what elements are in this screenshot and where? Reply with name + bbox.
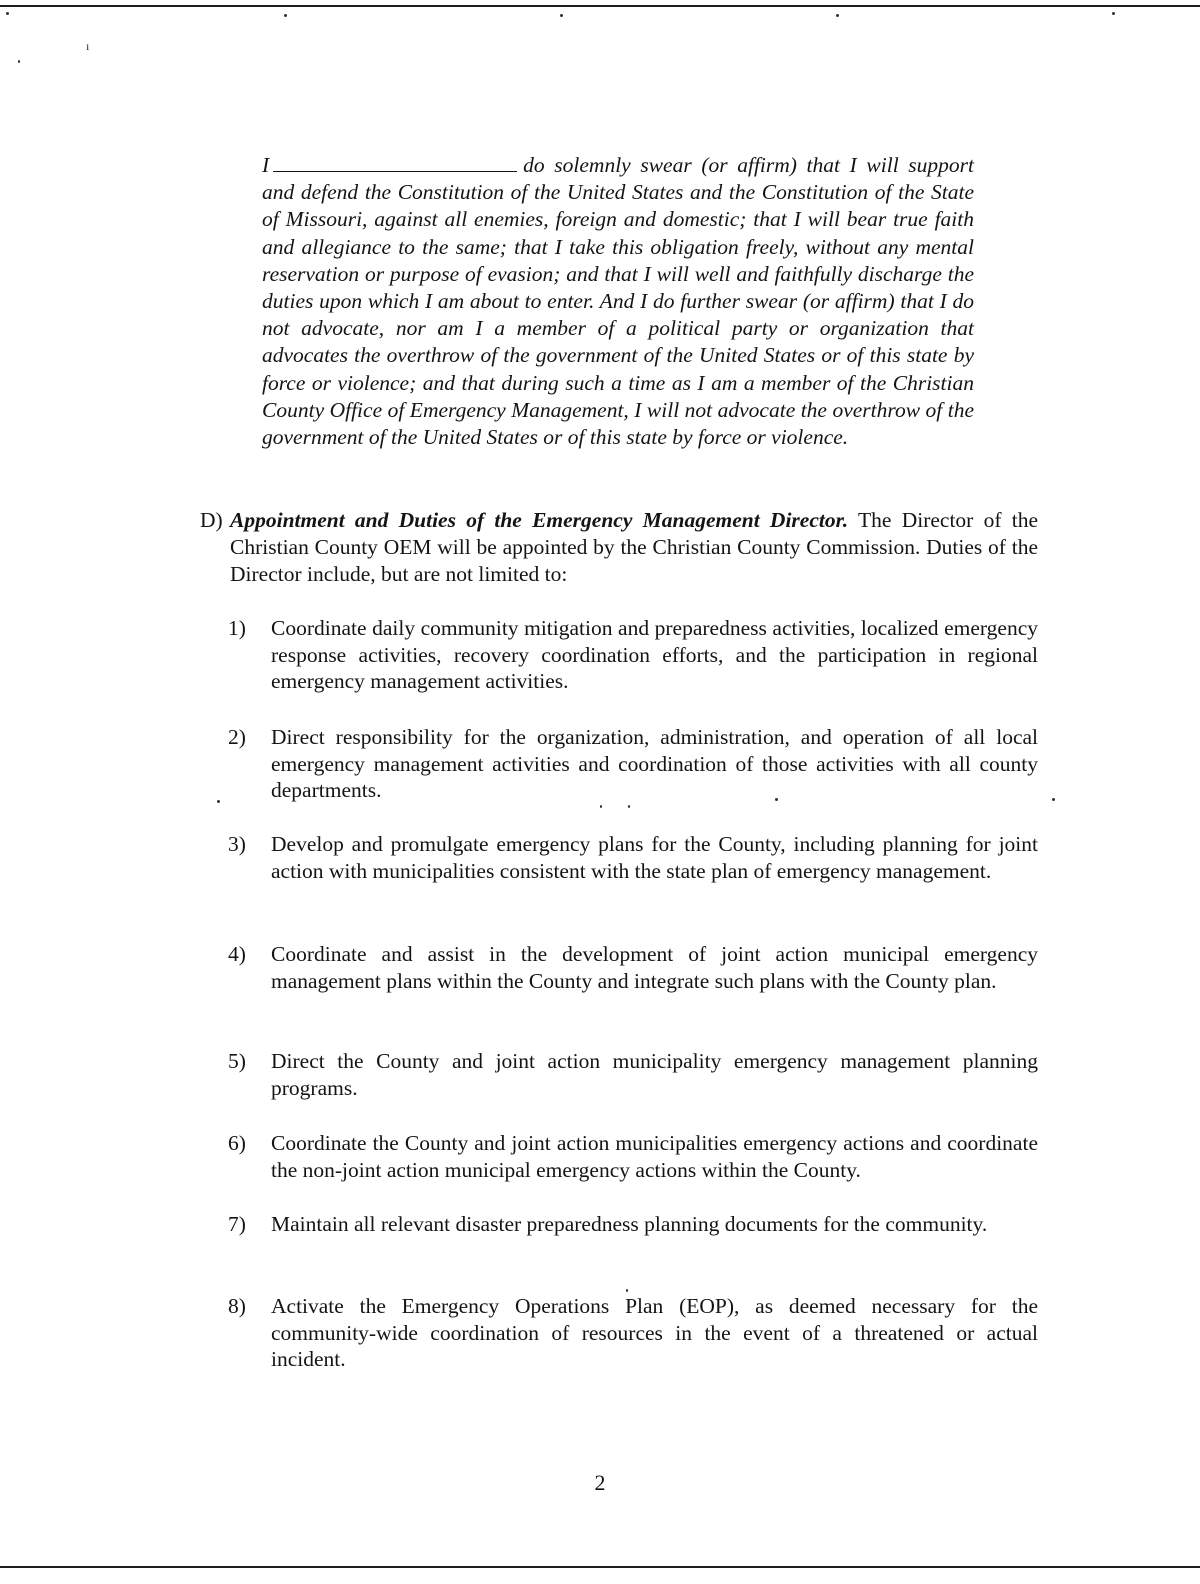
duty-text: Coordinate daily community mitigation and preparedness activities, localized emergency response activities, recovery coordination efforts, and the participation in regional emergency management activities. <box>271 616 1038 693</box>
duty-number: 5) <box>228 1049 246 1073</box>
duty-number: 4) <box>228 942 246 966</box>
duty-text: Develop and promulgate emergency plans for the County, including planning for joint action with municipalities consistent with the state plan of emergency management. <box>271 832 1038 883</box>
scan-speck <box>1052 798 1055 801</box>
scan-mark: ı <box>86 39 90 53</box>
scan-speck <box>18 60 20 63</box>
section-d-body: The Director of the Christian County OEM will be appointed by the Christian County Commission. Duties of the Director include, but are not limited to: <box>230 508 1038 586</box>
duty-item-2 <box>228 724 1038 804</box>
duty-number: 8) <box>228 1294 246 1318</box>
duty-number: 7) <box>228 1212 246 1236</box>
oath-text: do solemnly swear (or affirm) that I will support and defend the Constitution of the United States and the Constitution of the State of Missouri, against all enemies, foreign and domestic; that I will bear true faith and allegiance to the same; that I take this obligation freely, without any mental reservation or purpose of evasion; and that I will well and faithfully discharge the duties upon which I am about to enter. And I do further swear (or affirm) that I do not advocate, nor am I a member of a political party or organization that advocates the overthrow of the government of the United States or of this state by force or violence; and that during such a time as I am a member of the Christian County Office of Emergency Management, I will not advocate the overthrow of the government of the United States or of this state by force or violence. <box>262 153 974 450</box>
duty-item-3 <box>228 831 1038 884</box>
duty-item-6 <box>228 1130 1038 1183</box>
duty-text: Direct responsibility for the organization, administration, and operation of all local emergency management activities and coordination of those activities with all county departments. <box>271 725 1038 802</box>
duty-item-5 <box>228 1048 1038 1101</box>
oath-first-word: I <box>262 153 270 177</box>
duty-number: 3) <box>228 832 246 856</box>
duty-text: Activate the Emergency Operations Plan (EOP), as deemed necessary for the community-wide coordination of resources in the event of a threatened or actual incident. <box>271 1294 1038 1371</box>
scan-speck <box>284 14 287 17</box>
duty-item-1 <box>228 615 1038 695</box>
duty-text: Direct the County and joint action municipality emergency management planning programs. <box>271 1049 1038 1100</box>
scan-top-border <box>0 5 1200 7</box>
scan-speck <box>1112 12 1115 15</box>
duty-text: Coordinate the County and joint action municipalities emergency actions and coordinate the non-joint action municipal emergency actions within the County. <box>271 1131 1038 1182</box>
section-d-paragraph <box>230 507 1038 588</box>
section-d-title: Appointment and Duties of the Emergency Management Director. <box>230 508 849 532</box>
duty-text: Coordinate and assist in the development of joint action municipal emergency management plans within the County and integrate such plans with the County plan. <box>271 942 1038 993</box>
scan-speck <box>600 805 602 808</box>
scan-speck <box>836 14 839 17</box>
duty-number: 6) <box>228 1131 246 1155</box>
scan-speck <box>217 800 220 803</box>
scan-speck <box>626 1289 628 1292</box>
page-number: 2 <box>594 1470 606 1495</box>
section-d-marker: D) <box>200 508 223 532</box>
name-blank-line <box>273 155 517 172</box>
duty-text: Maintain all relevant disaster preparedness planning documents for the community. <box>271 1212 988 1236</box>
duty-item-8 <box>228 1293 1038 1373</box>
duty-number: 1) <box>228 616 246 640</box>
scan-speck <box>628 805 630 808</box>
duty-number: 2) <box>228 725 246 749</box>
section-d <box>200 507 1038 588</box>
scan-speck <box>6 12 9 15</box>
duty-item-4 <box>228 941 1038 994</box>
oath-paragraph <box>262 152 974 451</box>
scan-speck <box>560 14 563 17</box>
duty-item-7 <box>228 1211 1038 1238</box>
scan-bottom-border <box>0 1566 1200 1568</box>
